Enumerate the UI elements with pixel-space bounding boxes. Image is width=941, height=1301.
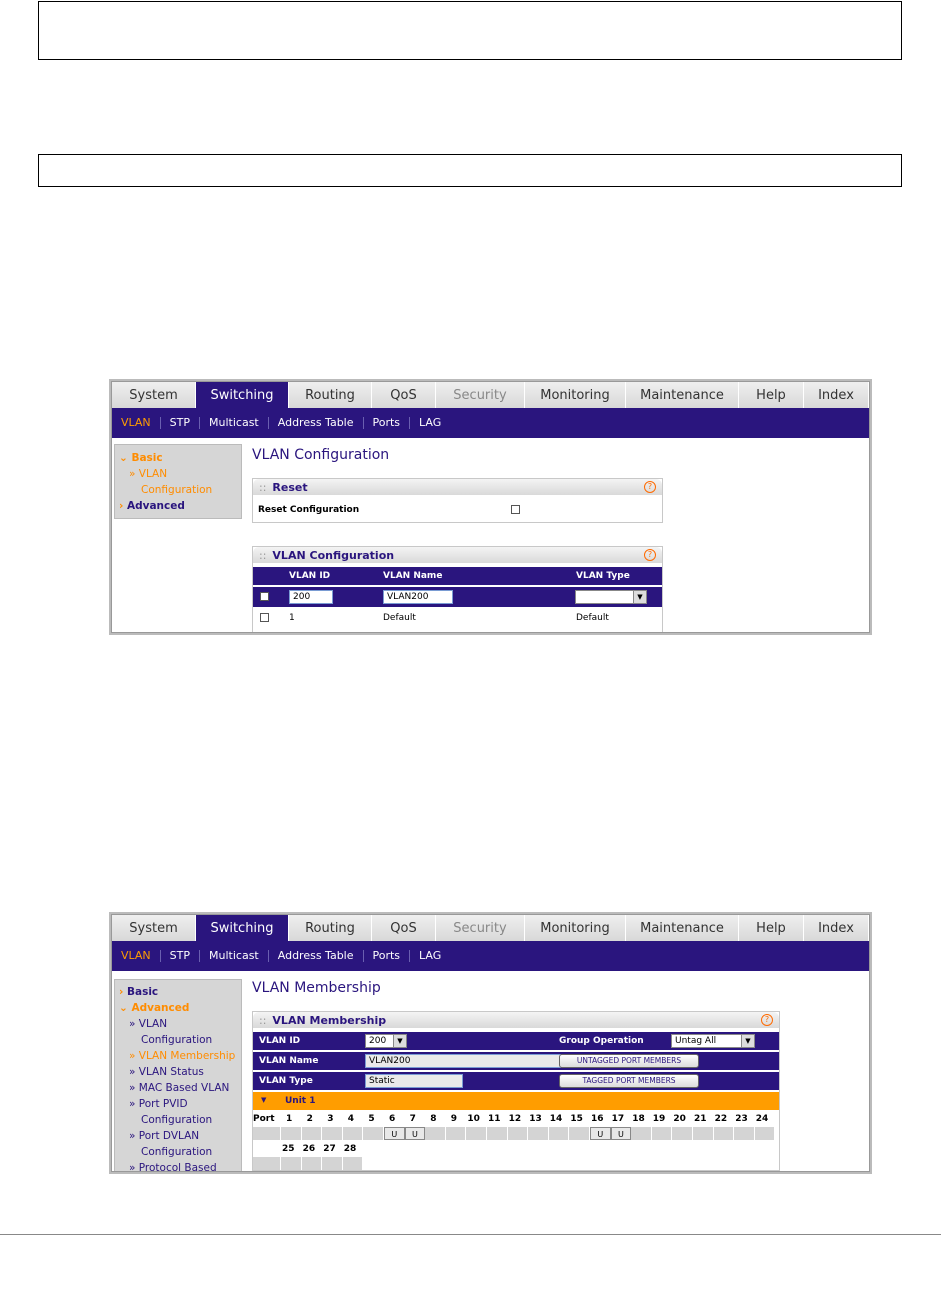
vlan-id-row [253, 1032, 779, 1050]
port-cell-13[interactable] [528, 1127, 549, 1140]
port-cell-26[interactable] [302, 1157, 323, 1170]
row-checkbox[interactable] [260, 613, 269, 622]
sidebar-port-pvid-configuration[interactable]: Configuration [141, 1114, 213, 1126]
section-box [38, 154, 902, 187]
unit-row[interactable] [253, 1092, 779, 1110]
tab-maintenance[interactable]: Maintenance [626, 382, 739, 408]
port-number-9: 9 [450, 1114, 458, 1124]
chevron-down-icon: ⌄ [119, 1002, 132, 1014]
port-number-25: 25 [282, 1144, 295, 1154]
edit-row [253, 587, 662, 607]
port-number-8: 8 [430, 1114, 437, 1124]
vlan-membership-panel [252, 1011, 780, 1171]
table-row [253, 609, 662, 627]
sidebar [114, 979, 242, 1172]
reset-configuration-label: Reset Configuration [258, 505, 360, 515]
port-number-20: 20 [673, 1114, 686, 1124]
subnav-stp[interactable]: STP [161, 950, 200, 962]
chevron-right-icon: › [119, 500, 127, 512]
port-cell-27[interactable] [322, 1157, 343, 1170]
port-cell-22[interactable] [714, 1127, 735, 1140]
caret-down-icon: ▼ [261, 1096, 267, 1104]
port-cell-23[interactable] [734, 1127, 755, 1140]
column-header-vlan-type: VLAN Type [576, 571, 630, 581]
tab-security[interactable]: Security [436, 382, 525, 408]
sidebar-vlan-membership[interactable]: » VLAN Membership [129, 1050, 236, 1062]
drag-handle-icon: :: [259, 548, 267, 562]
vlan-id-input[interactable]: 200 [289, 590, 333, 604]
port-cell-20[interactable] [672, 1127, 693, 1140]
chevron-down-icon: ▼ [741, 1035, 754, 1047]
port-cell-19[interactable] [652, 1127, 673, 1140]
port-cell-11[interactable] [487, 1127, 508, 1140]
group-operation-select[interactable]: Untag All ▼ [671, 1034, 755, 1048]
subnav-lag[interactable]: LAG [419, 416, 442, 429]
port-cell-12[interactable] [508, 1127, 529, 1140]
port-number-28: 28 [343, 1144, 357, 1154]
main-tabs [112, 915, 869, 941]
port-number-3: 3 [327, 1114, 334, 1124]
port-cell-1[interactable] [281, 1127, 302, 1140]
port-number-27: 27 [323, 1144, 336, 1154]
column-header-vlan-name: VLAN Name [383, 571, 443, 581]
port-cell-8[interactable] [425, 1127, 446, 1140]
subnav-address-table[interactable]: Address Table [269, 417, 364, 429]
chevron-down-icon: ▼ [633, 591, 646, 603]
sidebar-port-dvlan[interactable]: » Port DVLAN [129, 1130, 200, 1142]
port-cell-7[interactable]: U [405, 1127, 426, 1140]
port-number-7: 7 [409, 1114, 416, 1124]
reset-configuration-checkbox[interactable] [511, 505, 520, 514]
port-cell-17[interactable]: U [611, 1127, 632, 1140]
vlan-name-label: VLAN Name [259, 1056, 319, 1066]
port-number-26: 26 [302, 1144, 316, 1154]
tab-index[interactable]: Index [804, 915, 869, 941]
chevron-right-icon: › [119, 986, 127, 998]
tab-security[interactable]: Security [436, 915, 525, 941]
help-icon[interactable]: ? [644, 549, 656, 561]
screenshot-vlan-membership [111, 914, 870, 1172]
port-number-17: 17 [611, 1114, 625, 1124]
port-number-23: 23 [735, 1114, 748, 1124]
port-number-15: 15 [570, 1114, 583, 1124]
vlan-name-row [253, 1052, 779, 1070]
port-number-2: 2 [306, 1114, 313, 1124]
help-icon[interactable]: ? [761, 1014, 773, 1026]
sidebar-vlan-configuration-2[interactable]: Configuration [141, 1034, 213, 1046]
sidebar-port-pvid[interactable]: » Port PVID [129, 1098, 188, 1110]
tab-help[interactable]: Help [739, 382, 804, 408]
tab-index[interactable]: Index [804, 382, 869, 408]
tab-routing[interactable]: Routing [289, 382, 372, 408]
port-cell-21[interactable] [693, 1127, 714, 1140]
subnav-vlan[interactable]: VLAN [112, 417, 161, 429]
port-cell-25[interactable] [281, 1157, 302, 1170]
help-icon[interactable]: ? [644, 481, 656, 493]
vlan-id-label: VLAN ID [259, 1036, 301, 1046]
sidebar-mac-based-vlan[interactable]: » MAC Based VLAN [129, 1082, 230, 1094]
drag-handle-icon: :: [259, 480, 267, 494]
port-label: Port [253, 1114, 275, 1124]
sidebar-vlan[interactable]: » VLAN [129, 468, 168, 480]
port-cell-28[interactable] [343, 1157, 364, 1170]
chevron-down-icon: ⌄ [119, 452, 132, 464]
sidebar-advanced[interactable]: ⌄ Advanced [119, 1002, 190, 1014]
table-header [253, 567, 662, 585]
port-cell-16[interactable]: U [590, 1127, 611, 1140]
sidebar-basic[interactable]: › Basic [119, 986, 159, 998]
sidebar-protocol-based[interactable]: » Protocol Based [129, 1162, 217, 1172]
row-vlan-id: 1 [289, 613, 295, 623]
port-cell-15[interactable] [569, 1127, 590, 1140]
vlan-type-select[interactable]: Static ▼ [575, 590, 647, 604]
vlan-type-field: Static [365, 1074, 463, 1088]
sidebar-vlan-status[interactable]: » VLAN Status [129, 1066, 204, 1078]
sidebar-port-dvlan-configuration[interactable]: Configuration [141, 1146, 213, 1158]
port-number-14: 14 [549, 1114, 563, 1124]
port-number-21: 21 [694, 1114, 707, 1124]
port-number-24: 24 [755, 1114, 769, 1124]
vlan-configuration-panel [252, 546, 663, 633]
port-cell-9[interactable] [446, 1127, 467, 1140]
tab-help[interactable]: Help [739, 915, 804, 941]
subnav-multicast[interactable]: Multicast [200, 950, 269, 962]
port-row-lead-cell [253, 1127, 281, 1140]
port-cell-18[interactable] [631, 1127, 652, 1140]
port-cell-14[interactable] [549, 1127, 570, 1140]
main-tabs [112, 382, 869, 408]
port-number-19: 19 [652, 1114, 666, 1124]
vlan-type-label: VLAN Type [259, 1076, 313, 1086]
port-cell-3[interactable] [322, 1127, 343, 1140]
untagged-port-members-button[interactable]: UNTAGGED PORT MEMBERS [559, 1054, 699, 1068]
tab-system[interactable]: System [112, 382, 196, 408]
port-number-10: 10 [467, 1114, 480, 1124]
unit-label: Unit 1 [285, 1096, 316, 1106]
subnav-ports[interactable]: Ports [364, 950, 411, 962]
port-number-12: 12 [508, 1114, 522, 1124]
tab-qos[interactable]: QoS [372, 382, 436, 408]
port-cell-10[interactable] [466, 1127, 487, 1140]
port-cell-2[interactable] [302, 1127, 323, 1140]
sub-nav [112, 408, 869, 438]
vlan-id-select[interactable]: 200 ▼ [365, 1034, 407, 1048]
port-number-5: 5 [368, 1114, 375, 1124]
port-cell-6[interactable]: U [384, 1127, 405, 1140]
chevron-down-icon: ▼ [393, 1035, 406, 1047]
sub-nav [112, 941, 869, 971]
port-number-6: 6 [389, 1114, 396, 1124]
row-vlan-name: Default [383, 613, 416, 623]
tab-switching[interactable]: Switching [196, 382, 289, 408]
tab-monitoring[interactable]: Monitoring [525, 915, 626, 941]
vlan-membership-panel-header: :: VLAN Membership ? [253, 1012, 779, 1028]
port-number-1: 1 [286, 1114, 293, 1124]
port-cell-24[interactable] [755, 1127, 776, 1140]
port-number-4: 4 [347, 1114, 355, 1124]
reset-panel [252, 478, 663, 523]
port-number-18: 18 [632, 1114, 645, 1124]
port-number-16: 16 [591, 1114, 604, 1124]
tab-monitoring[interactable]: Monitoring [525, 382, 626, 408]
subnav-stp[interactable]: STP [161, 417, 200, 429]
port-number-22: 22 [714, 1114, 728, 1124]
vlan-name-field[interactable]: VLAN200 [365, 1054, 561, 1068]
row-vlan-type: Default [576, 613, 609, 623]
port-number-13: 13 [529, 1114, 542, 1124]
port-cell-4[interactable] [343, 1127, 364, 1140]
vlan-name-input[interactable]: VLAN200 [383, 590, 453, 604]
sidebar-basic[interactable]: ⌄ Basic [119, 452, 163, 464]
column-header-vlan-id: VLAN ID [289, 571, 331, 581]
subnav-ports[interactable]: Ports [364, 417, 411, 429]
header-box [38, 1, 902, 60]
subnav-multicast[interactable]: Multicast [200, 417, 269, 429]
port-cell-5[interactable] [363, 1127, 384, 1140]
sidebar-advanced[interactable]: › Advanced [119, 500, 185, 512]
page-title: VLAN Membership [252, 980, 381, 996]
subnav-address-table[interactable]: Address Table [269, 950, 364, 962]
subnav-lag[interactable]: LAG [419, 949, 442, 962]
sidebar [114, 444, 242, 519]
vlan-type-row [253, 1072, 779, 1090]
reset-panel-header: :: Reset ? [253, 479, 662, 495]
tab-maintenance[interactable]: Maintenance [626, 915, 739, 941]
port-row-lead-cell [253, 1157, 281, 1170]
subnav-vlan[interactable]: VLAN [112, 950, 161, 962]
group-operation-label: Group Operation [559, 1036, 644, 1046]
drag-handle-icon: :: [259, 1013, 267, 1027]
edit-row-checkbox[interactable] [260, 592, 269, 601]
tagged-port-members-button[interactable]: TAGGED PORT MEMBERS [559, 1074, 699, 1088]
tab-routing[interactable]: Routing [289, 915, 372, 941]
footer-rule [0, 1234, 941, 1235]
sidebar-vlan-configuration[interactable]: » VLAN [129, 1018, 168, 1030]
tab-qos[interactable]: QoS [372, 915, 436, 941]
tab-switching[interactable]: Switching [196, 915, 289, 941]
screenshot-vlan-configuration [111, 381, 870, 633]
tab-system[interactable]: System [112, 915, 196, 941]
port-number-11: 11 [488, 1114, 501, 1124]
sidebar-vlan-configuration[interactable]: Configuration [141, 484, 213, 496]
page-title: VLAN Configuration [252, 447, 390, 463]
vlan-configuration-panel-header: :: VLAN Configuration ? [253, 547, 662, 563]
